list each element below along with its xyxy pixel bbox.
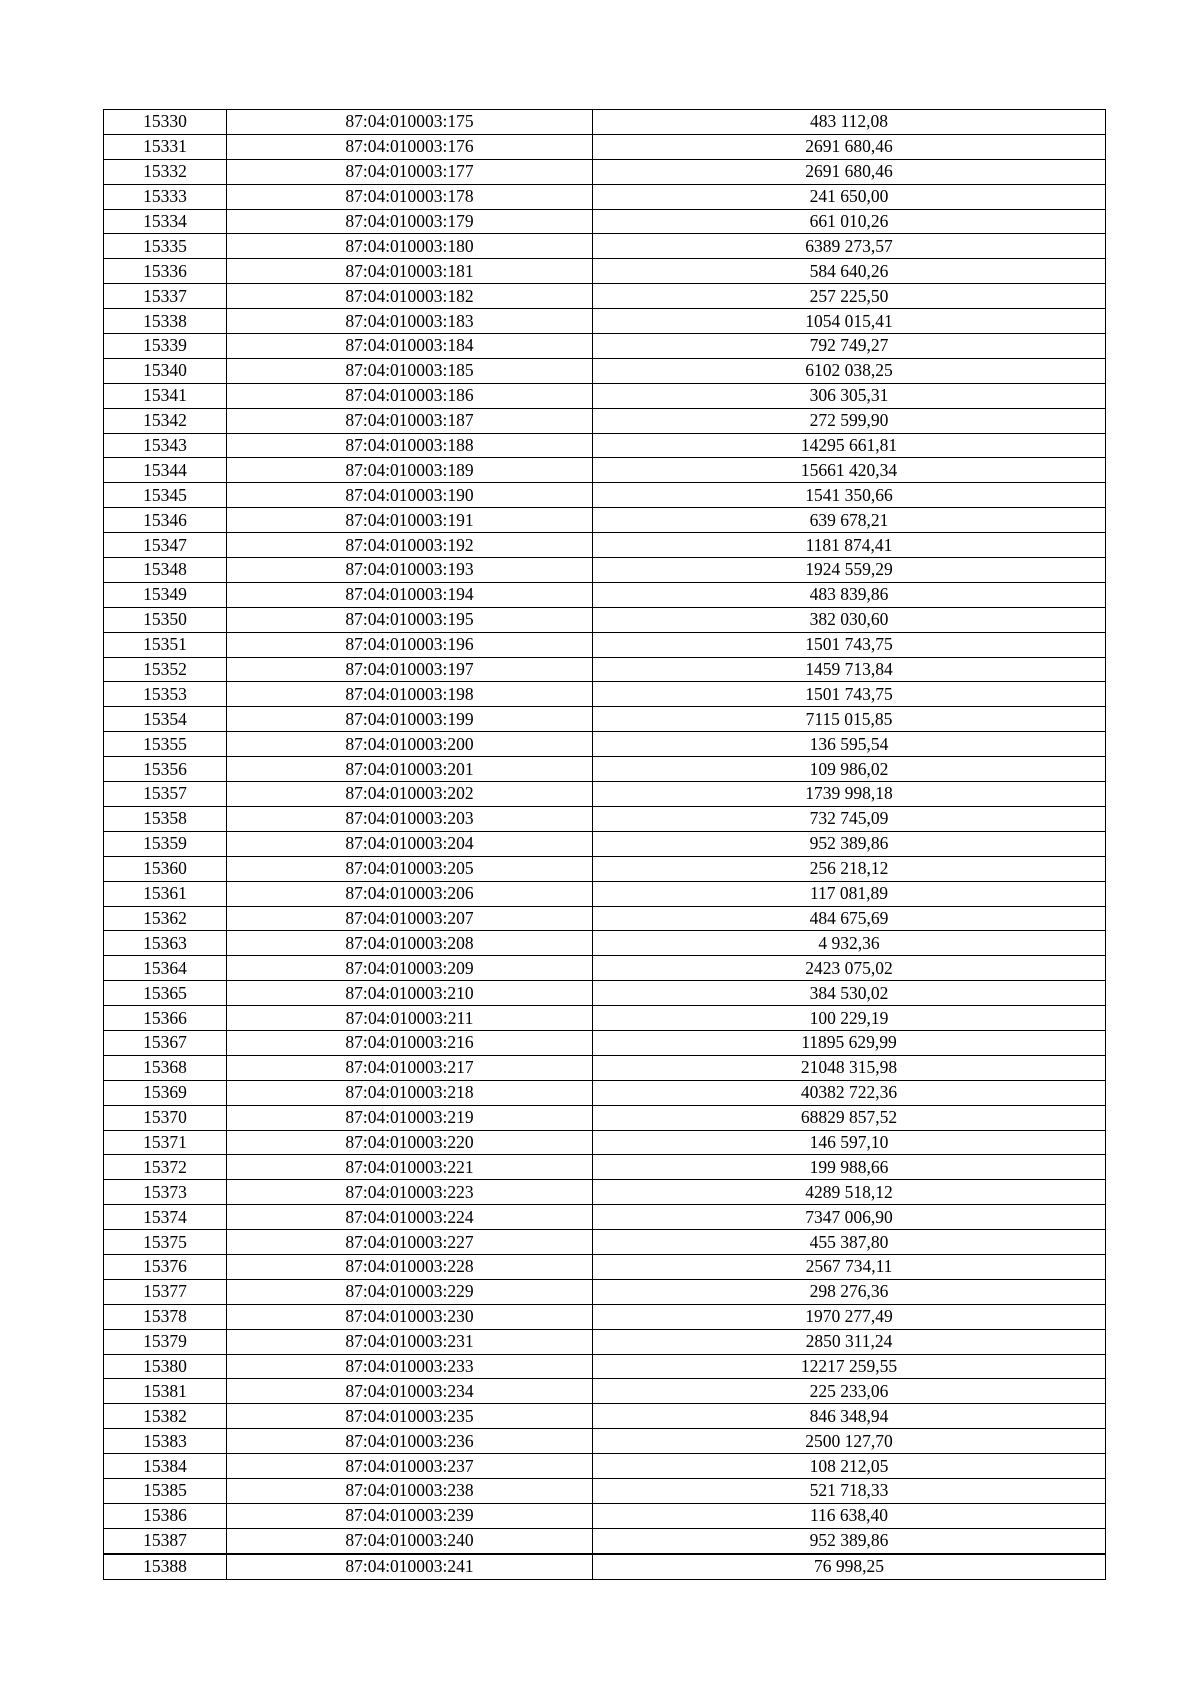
row-number-cell: 15386	[104, 1503, 227, 1528]
cadastral-number-cell: 87:04:010003:239	[227, 1503, 593, 1528]
row-number-cell: 15382	[104, 1404, 227, 1429]
cadastral-number-cell: 87:04:010003:183	[227, 309, 593, 334]
row-number-cell: 15366	[104, 1006, 227, 1031]
table-row	[104, 458, 1106, 483]
cadastral-value-cell: 117 081,89	[593, 881, 1106, 906]
cadastral-number-cell: 87:04:010003:180	[227, 234, 593, 259]
cadastral-value-cell: 11895 629,99	[593, 1030, 1106, 1055]
cadastral-number-cell: 87:04:010003:195	[227, 607, 593, 632]
table-row	[104, 1279, 1106, 1304]
cadastral-value-cell: 1924 559,29	[593, 558, 1106, 583]
cadastral-number-cell: 87:04:010003:203	[227, 806, 593, 831]
row-number-cell: 15365	[104, 981, 227, 1006]
cadastral-number-cell: 87:04:010003:187	[227, 408, 593, 433]
table-row	[104, 1304, 1106, 1329]
table-row	[104, 408, 1106, 433]
table-row	[104, 1454, 1106, 1479]
table-row	[104, 1478, 1106, 1503]
cadastral-value-cell: 952 389,86	[593, 831, 1106, 856]
cadastral-value-cell: 521 718,33	[593, 1478, 1106, 1503]
row-number-cell: 15335	[104, 234, 227, 259]
table-row	[104, 1354, 1106, 1379]
row-number-cell: 15381	[104, 1379, 227, 1404]
row-number-cell: 15331	[104, 134, 227, 159]
cadastral-value-cell: 792 749,27	[593, 334, 1106, 359]
row-number-cell: 15359	[104, 831, 227, 856]
row-number-cell: 15338	[104, 309, 227, 334]
table-row	[104, 657, 1106, 682]
cadastral-number-cell: 87:04:010003:230	[227, 1304, 593, 1329]
cadastral-value-cell: 384 530,02	[593, 981, 1106, 1006]
cadastral-value-cell: 14295 661,81	[593, 433, 1106, 458]
cadastral-number-cell: 87:04:010003:221	[227, 1155, 593, 1180]
table-row	[104, 334, 1106, 359]
cadastral-value-cell: 483 839,86	[593, 582, 1106, 607]
row-number-cell: 15379	[104, 1329, 227, 1354]
row-number-cell: 15363	[104, 931, 227, 956]
row-number-cell: 15350	[104, 607, 227, 632]
cadastral-value-cell: 100 229,19	[593, 1006, 1106, 1031]
table-row	[104, 1554, 1106, 1579]
cadastral-number-cell: 87:04:010003:209	[227, 956, 593, 981]
table-row	[104, 782, 1106, 807]
table-row	[104, 1503, 1106, 1528]
cadastral-value-cell: 1501 743,75	[593, 682, 1106, 707]
row-number-cell: 15380	[104, 1354, 227, 1379]
cadastral-value-cell: 732 745,09	[593, 806, 1106, 831]
row-number-cell: 15384	[104, 1454, 227, 1479]
cadastral-value-cell: 298 276,36	[593, 1279, 1106, 1304]
table-row	[104, 1130, 1106, 1155]
row-number-cell: 15347	[104, 533, 227, 558]
cadastral-value-cell: 146 597,10	[593, 1130, 1106, 1155]
cadastral-value-cell: 12217 259,55	[593, 1354, 1106, 1379]
cadastral-number-cell: 87:04:010003:240	[227, 1528, 593, 1553]
row-number-cell: 15370	[104, 1105, 227, 1130]
row-number-cell: 15387	[104, 1528, 227, 1553]
cadastral-value-cell: 199 988,66	[593, 1155, 1106, 1180]
table-row	[104, 259, 1106, 284]
table-row	[104, 732, 1106, 757]
row-number-cell: 15352	[104, 657, 227, 682]
cadastral-number-cell: 87:04:010003:193	[227, 558, 593, 583]
cadastral-value-cell: 382 030,60	[593, 607, 1106, 632]
cadastral-value-cell: 1739 998,18	[593, 782, 1106, 807]
table-row	[104, 1030, 1106, 1055]
cadastral-number-cell: 87:04:010003:189	[227, 458, 593, 483]
cadastral-number-cell: 87:04:010003:202	[227, 782, 593, 807]
row-number-cell: 15360	[104, 856, 227, 881]
table-row	[104, 1230, 1106, 1255]
cadastral-number-cell: 87:04:010003:198	[227, 682, 593, 707]
table-row	[104, 209, 1106, 234]
table-row	[104, 483, 1106, 508]
row-number-cell: 15337	[104, 284, 227, 309]
table-row	[104, 433, 1106, 458]
table-row	[104, 383, 1106, 408]
cadastral-value-cell: 15661 420,34	[593, 458, 1106, 483]
cadastral-value-cell: 639 678,21	[593, 508, 1106, 533]
table-row	[104, 881, 1106, 906]
table-row	[104, 1055, 1106, 1080]
cadastral-value-cell: 483 112,08	[593, 110, 1106, 135]
cadastral-number-cell: 87:04:010003:190	[227, 483, 593, 508]
cadastral-number-cell: 87:04:010003:235	[227, 1404, 593, 1429]
row-number-cell: 15383	[104, 1429, 227, 1454]
table-row	[104, 1180, 1106, 1205]
row-number-cell: 15354	[104, 707, 227, 732]
row-number-cell: 15374	[104, 1205, 227, 1230]
cadastral-number-cell: 87:04:010003:233	[227, 1354, 593, 1379]
cadastral-value-cell: 661 010,26	[593, 209, 1106, 234]
cadastral-number-cell: 87:04:010003:216	[227, 1030, 593, 1055]
row-number-cell: 15353	[104, 682, 227, 707]
cadastral-number-cell: 87:04:010003:179	[227, 209, 593, 234]
cadastral-value-cell: 6389 273,57	[593, 234, 1106, 259]
row-number-cell: 15375	[104, 1230, 227, 1255]
cadastral-number-cell: 87:04:010003:188	[227, 433, 593, 458]
cadastral-value-cell: 76 998,25	[593, 1554, 1106, 1579]
cadastral-number-cell: 87:04:010003:220	[227, 1130, 593, 1155]
cadastral-number-cell: 87:04:010003:200	[227, 732, 593, 757]
table-row	[104, 1155, 1106, 1180]
row-number-cell: 15339	[104, 334, 227, 359]
table-row	[104, 1080, 1106, 1105]
cadastral-number-cell: 87:04:010003:224	[227, 1205, 593, 1230]
row-number-cell: 15340	[104, 358, 227, 383]
row-number-cell: 15336	[104, 259, 227, 284]
cadastral-number-cell: 87:04:010003:182	[227, 284, 593, 309]
row-number-cell: 15330	[104, 110, 227, 135]
cadastral-number-cell: 87:04:010003:231	[227, 1329, 593, 1354]
cadastral-number-cell: 87:04:010003:217	[227, 1055, 593, 1080]
row-number-cell: 15334	[104, 209, 227, 234]
cadastral-value-cell: 68829 857,52	[593, 1105, 1106, 1130]
cadastral-value-cell: 2423 075,02	[593, 956, 1106, 981]
table-row	[104, 1254, 1106, 1279]
table-row	[104, 831, 1106, 856]
cadastral-number-cell: 87:04:010003:228	[227, 1254, 593, 1279]
table-row	[104, 1329, 1106, 1354]
row-number-cell: 15364	[104, 956, 227, 981]
row-number-cell: 15345	[104, 483, 227, 508]
row-number-cell: 15355	[104, 732, 227, 757]
table-row	[104, 1429, 1106, 1454]
row-number-cell: 15369	[104, 1080, 227, 1105]
cadastral-number-cell: 87:04:010003:237	[227, 1454, 593, 1479]
row-number-cell: 15348	[104, 558, 227, 583]
table-row	[104, 309, 1106, 334]
cadastral-number-cell: 87:04:010003:211	[227, 1006, 593, 1031]
cadastral-value-cell: 306 305,31	[593, 383, 1106, 408]
cadastral-number-cell: 87:04:010003:196	[227, 632, 593, 657]
cadastral-value-cell: 846 348,94	[593, 1404, 1106, 1429]
cadastral-number-cell: 87:04:010003:191	[227, 508, 593, 533]
cadastral-number-cell: 87:04:010003:197	[227, 657, 593, 682]
row-number-cell: 15341	[104, 383, 227, 408]
row-number-cell: 15356	[104, 757, 227, 782]
row-number-cell: 15373	[104, 1180, 227, 1205]
cadastral-number-cell: 87:04:010003:177	[227, 159, 593, 184]
cadastral-number-cell: 87:04:010003:184	[227, 334, 593, 359]
table-row	[104, 956, 1106, 981]
table-row	[104, 1006, 1106, 1031]
row-number-cell: 15344	[104, 458, 227, 483]
row-number-cell: 15357	[104, 782, 227, 807]
row-number-cell: 15333	[104, 184, 227, 209]
cadastral-value-cell: 116 638,40	[593, 1503, 1106, 1528]
cadastral-number-cell: 87:04:010003:205	[227, 856, 593, 881]
table-row	[104, 184, 1106, 209]
cadastral-number-cell: 87:04:010003:176	[227, 134, 593, 159]
table-row	[104, 558, 1106, 583]
row-number-cell: 15372	[104, 1155, 227, 1180]
cadastral-value-cell: 257 225,50	[593, 284, 1106, 309]
cadastral-number-cell: 87:04:010003:186	[227, 383, 593, 408]
cadastral-value-cell: 4289 518,12	[593, 1180, 1106, 1205]
table-row	[104, 234, 1106, 259]
row-number-cell: 15378	[104, 1304, 227, 1329]
cadastral-value-cell: 6102 038,25	[593, 358, 1106, 383]
table-row	[104, 134, 1106, 159]
cadastral-number-cell: 87:04:010003:204	[227, 831, 593, 856]
cadastral-number-cell: 87:04:010003:241	[227, 1554, 593, 1579]
cadastral-number-cell: 87:04:010003:199	[227, 707, 593, 732]
cadastral-value-cell: 7347 006,90	[593, 1205, 1106, 1230]
cadastral-value-cell: 40382 722,36	[593, 1080, 1106, 1105]
table-row	[104, 931, 1106, 956]
cadastral-value-cell: 1054 015,41	[593, 309, 1106, 334]
row-number-cell: 15371	[104, 1130, 227, 1155]
cadastral-value-cell: 455 387,80	[593, 1230, 1106, 1255]
table-row	[104, 856, 1106, 881]
row-number-cell: 15343	[104, 433, 227, 458]
table-row	[104, 1404, 1106, 1429]
row-number-cell: 15346	[104, 508, 227, 533]
row-number-cell: 15351	[104, 632, 227, 657]
row-number-cell: 15368	[104, 1055, 227, 1080]
cadastral-number-cell: 87:04:010003:207	[227, 906, 593, 931]
cadastral-value-cell: 2500 127,70	[593, 1429, 1106, 1454]
row-number-cell: 15332	[104, 159, 227, 184]
row-number-cell: 15388	[104, 1554, 227, 1579]
cadastral-value-table	[103, 109, 1106, 1580]
row-number-cell: 15342	[104, 408, 227, 433]
cadastral-value-cell: 4 932,36	[593, 931, 1106, 956]
cadastral-number-cell: 87:04:010003:206	[227, 881, 593, 906]
cadastral-number-cell: 87:04:010003:208	[227, 931, 593, 956]
table-row	[104, 1105, 1106, 1130]
cadastral-value-cell: 2691 680,46	[593, 134, 1106, 159]
cadastral-value-cell: 241 650,00	[593, 184, 1106, 209]
cadastral-value-cell: 1501 743,75	[593, 632, 1106, 657]
cadastral-value-cell: 1970 277,49	[593, 1304, 1106, 1329]
cadastral-value-cell: 484 675,69	[593, 906, 1106, 931]
cadastral-number-cell: 87:04:010003:227	[227, 1230, 593, 1255]
cadastral-number-cell: 87:04:010003:218	[227, 1080, 593, 1105]
cadastral-value-cell: 256 218,12	[593, 856, 1106, 881]
table-row	[104, 607, 1106, 632]
cadastral-number-cell: 87:04:010003:238	[227, 1478, 593, 1503]
cadastral-number-cell: 87:04:010003:192	[227, 533, 593, 558]
table-row	[104, 533, 1106, 558]
table-row	[104, 806, 1106, 831]
table-row	[104, 284, 1106, 309]
cadastral-value-cell: 1541 350,66	[593, 483, 1106, 508]
cadastral-number-cell: 87:04:010003:229	[227, 1279, 593, 1304]
cadastral-value-cell: 109 986,02	[593, 757, 1106, 782]
table-row	[104, 906, 1106, 931]
cadastral-value-cell: 21048 315,98	[593, 1055, 1106, 1080]
cadastral-number-cell: 87:04:010003:210	[227, 981, 593, 1006]
table-row	[104, 1528, 1106, 1553]
cadastral-value-cell: 2850 311,24	[593, 1329, 1106, 1354]
cadastral-value-cell: 584 640,26	[593, 259, 1106, 284]
cadastral-number-cell: 87:04:010003:194	[227, 582, 593, 607]
table-row	[104, 159, 1106, 184]
row-number-cell: 15361	[104, 881, 227, 906]
row-number-cell: 15385	[104, 1478, 227, 1503]
row-number-cell: 15358	[104, 806, 227, 831]
cadastral-value-cell: 2691 680,46	[593, 159, 1106, 184]
cadastral-number-cell: 87:04:010003:181	[227, 259, 593, 284]
cadastral-number-cell: 87:04:010003:201	[227, 757, 593, 782]
cadastral-number-cell: 87:04:010003:178	[227, 184, 593, 209]
cadastral-value-cell: 272 599,90	[593, 408, 1106, 433]
row-number-cell: 15349	[104, 582, 227, 607]
cadastral-number-cell: 87:04:010003:175	[227, 110, 593, 135]
row-number-cell: 15377	[104, 1279, 227, 1304]
cadastral-number-cell: 87:04:010003:185	[227, 358, 593, 383]
row-number-cell: 15367	[104, 1030, 227, 1055]
table-row	[104, 1205, 1106, 1230]
table-row	[104, 707, 1106, 732]
table-row	[104, 110, 1106, 135]
table-row	[104, 682, 1106, 707]
cadastral-number-cell: 87:04:010003:219	[227, 1105, 593, 1130]
cadastral-number-cell: 87:04:010003:236	[227, 1429, 593, 1454]
cadastral-value-cell: 1459 713,84	[593, 657, 1106, 682]
cadastral-value-cell: 225 233,06	[593, 1379, 1106, 1404]
cadastral-value-cell: 136 595,54	[593, 732, 1106, 757]
row-number-cell: 15376	[104, 1254, 227, 1279]
table-row	[104, 508, 1106, 533]
table-row	[104, 582, 1106, 607]
table-row	[104, 632, 1106, 657]
table-row	[104, 757, 1106, 782]
cadastral-value-cell: 952 389,86	[593, 1528, 1106, 1553]
table-body	[104, 110, 1106, 1580]
table-row	[104, 358, 1106, 383]
cadastral-value-cell: 2567 734,11	[593, 1254, 1106, 1279]
cadastral-number-cell: 87:04:010003:223	[227, 1180, 593, 1205]
table-row	[104, 1379, 1106, 1404]
table-row	[104, 981, 1106, 1006]
cadastral-value-cell: 108 212,05	[593, 1454, 1106, 1479]
row-number-cell: 15362	[104, 906, 227, 931]
cadastral-number-cell: 87:04:010003:234	[227, 1379, 593, 1404]
cadastral-value-cell: 1181 874,41	[593, 533, 1106, 558]
cadastral-value-cell: 7115 015,85	[593, 707, 1106, 732]
